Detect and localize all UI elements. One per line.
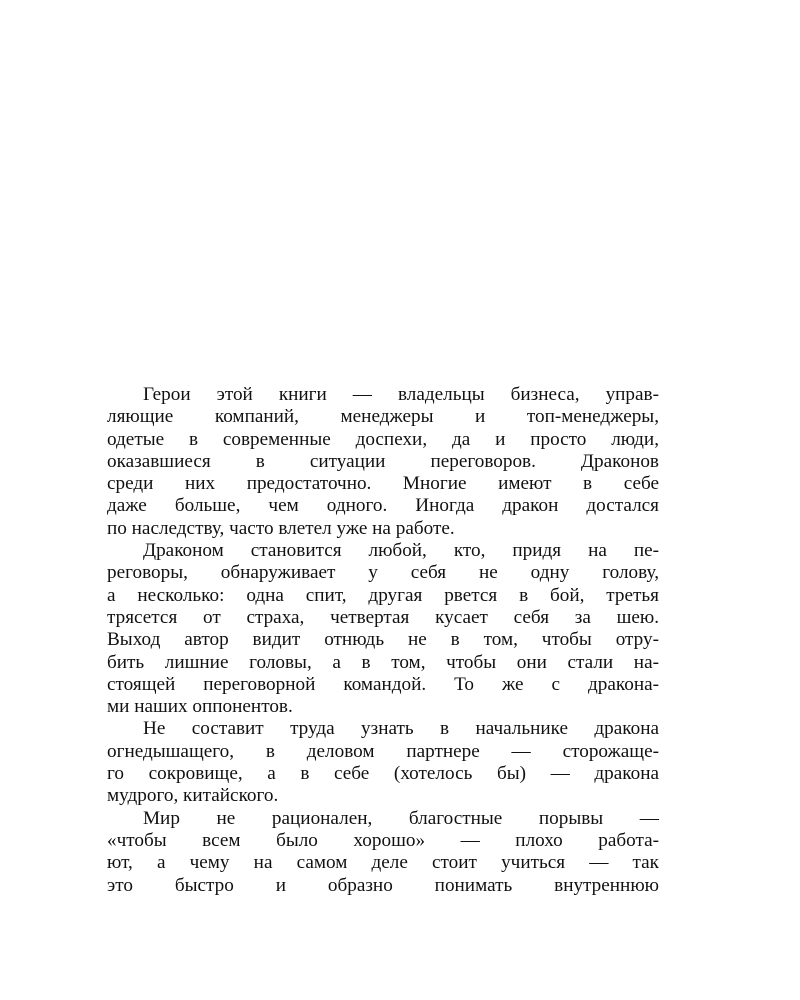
- text-line: стоящей переговорной командой. То же с дракона-: [107, 673, 659, 695]
- text-line: трясется от страха, четвертая кусает себя за шею.: [107, 606, 659, 628]
- text-line: «чтобы всем было хорошо» — плохо работа-: [107, 829, 659, 851]
- body-text: [107, 384, 659, 897]
- text-line: бить лишние головы, а в том, чтобы они стали на-: [107, 651, 659, 673]
- text-line: мудрого, китайского.: [107, 785, 279, 807]
- text-line: го сокровище, а в себе (хотелось бы) — дракона: [107, 763, 659, 785]
- text-line: ют, а чему на самом деле стоит учиться — так: [107, 852, 659, 874]
- text-line: ми наших оппонентов.: [107, 696, 293, 718]
- text-line: Драконом становится любой, кто, придя на пе-: [143, 540, 659, 562]
- text-line: Герои этой книги — владельцы бизнеса, управ-: [143, 384, 659, 405]
- text-line: это быстро и образно понимать внутреннюю: [107, 874, 659, 896]
- text-line: а несколько: одна спит, другая рвется в бой, третья: [107, 584, 659, 606]
- text-line: Не составит труда узнать в начальнике дракона: [143, 718, 659, 740]
- text-line: Выход автор видит отнюдь не в том, чтобы отру-: [107, 629, 659, 651]
- paragraph-1: [107, 384, 659, 540]
- text-line: среди них предостаточно. Многие имеют в себе: [107, 473, 659, 495]
- text-line: одетые в современные доспехи, да и просто люди,: [107, 428, 659, 450]
- paragraph-3: [107, 718, 659, 807]
- text-line: по наследству, часто влетел уже на работе.: [107, 517, 455, 539]
- paragraph-4: [107, 808, 659, 897]
- paragraph-2: [107, 540, 659, 718]
- text-line: оказавшиеся в ситуации переговоров. Драконов: [107, 450, 659, 472]
- text-line: огнедышащего, в деловом партнере — сторожаще-: [107, 740, 659, 762]
- text-line: Мир не рационален, благостные порывы —: [143, 807, 659, 829]
- text-line: реговоры, обнаруживает у себя не одну голову,: [107, 562, 659, 584]
- text-line: ляющие компаний, менеджеры и топ-менеджеры,: [107, 406, 659, 428]
- text-line: даже больше, чем одного. Иногда дракон достался: [107, 495, 659, 517]
